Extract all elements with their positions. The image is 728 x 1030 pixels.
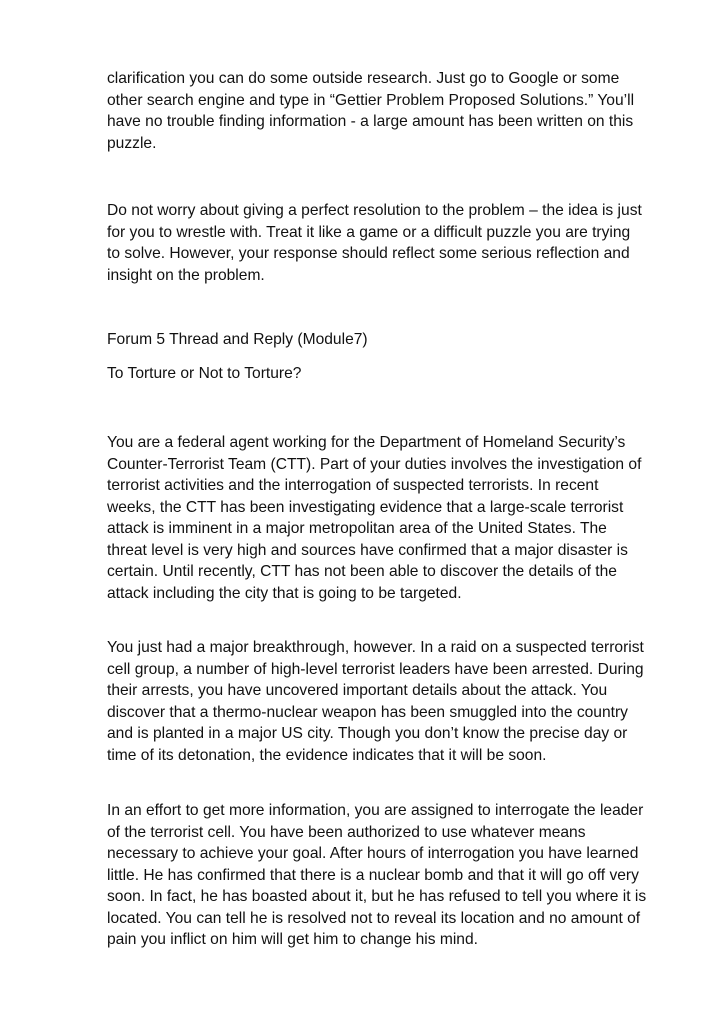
text-line: You just had a major breakthrough, however. In a raid on a suspected terrorist — [107, 639, 644, 656]
text-line: attack including the city that is going to be targeted. — [107, 584, 462, 602]
text-line: terrorist activities and the interrogation of suspected terrorists. In recent — [107, 477, 599, 494]
text-line: have no trouble finding information - a large amount has been written on this — [107, 113, 634, 130]
text-line: little. He has confirmed that there is a nuclear bomb and that it will go off very — [107, 866, 639, 884]
paragraph-resolution-note — [107, 200, 687, 286]
text-line: for you to wrestle with. Treat it like a game or a difficult puzzle you are trying — [107, 223, 631, 241]
forum-heading — [107, 329, 687, 351]
text-line: soon. In fact, he has boasted about it, but he has refused to tell you where it is — [107, 888, 647, 905]
text-line: located. You can tell he is resolved not to reveal its location and no amount of — [107, 909, 641, 927]
text-line: their arrests, you have uncovered important details about the attack. You — [107, 682, 608, 699]
paragraph-research-note — [107, 68, 687, 154]
text-line: clarification you can do some outside research. Just go to Google or some — [107, 70, 620, 87]
text-line: time of its detonation, the evidence indicates that it will be soon. — [107, 746, 547, 764]
text-line: discover that a thermo-nuclear weapon has been smuggled into the country — [107, 703, 628, 721]
paragraph-breakthrough — [107, 637, 687, 766]
text-line: other search engine and type in “Gettier Problem Proposed Solutions.” You’ll — [107, 91, 635, 109]
text-line: certain. Until recently, CTT has not been able to discover the details of the — [107, 563, 617, 580]
text-line: Forum 5 Thread and Reply (Module7) — [107, 331, 368, 348]
text-line: cell group, a number of high-level terrorist leaders have been arrested. During — [107, 660, 644, 678]
text-line: of the terrorist cell. You have been authorized to use whatever means — [107, 823, 586, 841]
text-line: attack is imminent in a major metropolitan area of the United States. The — [107, 520, 607, 537]
paragraph-interrogation — [107, 800, 687, 951]
text-line: puzzle. — [107, 134, 157, 152]
paragraph-scenario-intro — [107, 432, 687, 604]
text-line: Counter-Terrorist Team (CTT). Part of your duties involves the investigation of — [107, 455, 642, 473]
text-line: Do not worry about giving a perfect resolution to the problem – the idea is just — [107, 202, 642, 219]
text-line: necessary to achieve your goal. After hours of interrogation you have learned — [107, 845, 639, 862]
text-line: threat level is very high and sources have confirmed that a major disaster is — [107, 541, 628, 559]
text-line: You are a federal agent working for the Department of Homeland Security’s — [107, 434, 626, 451]
text-line: weeks, the CTT has been investigating evidence that a large-scale terrorist — [107, 498, 624, 516]
text-line: To Torture or Not to Torture? — [107, 365, 302, 382]
text-line: to solve. However, your response should reflect some serious reflection and — [107, 245, 630, 262]
text-line: and is planted in a major US city. Though you don’t know the precise day or — [107, 725, 628, 742]
text-line: pain you inflict on him will get him to change his mind. — [107, 931, 478, 948]
topic-title — [107, 363, 687, 385]
text-line: insight on the problem. — [107, 266, 265, 284]
text-line: In an effort to get more information, you are assigned to interrogate the leader — [107, 802, 644, 819]
